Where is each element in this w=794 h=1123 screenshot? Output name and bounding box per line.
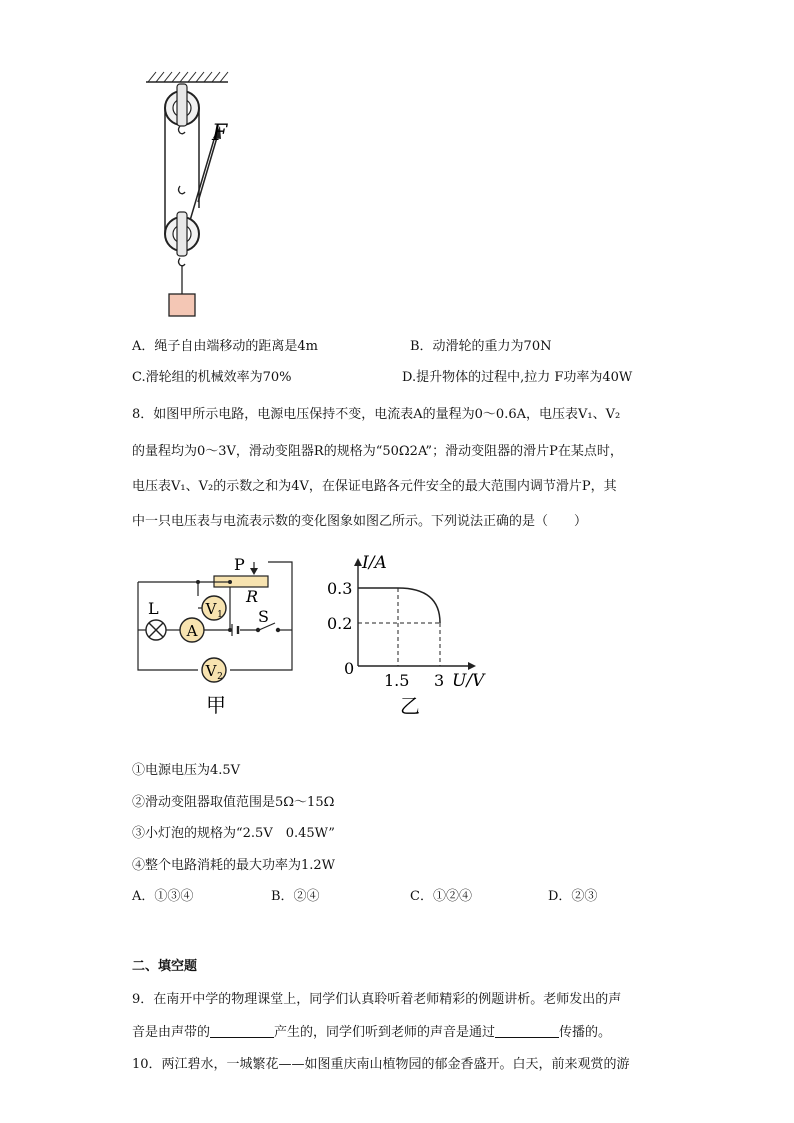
q8-option-c: C．①②④ bbox=[410, 889, 472, 904]
svg-text:1: 1 bbox=[217, 610, 223, 620]
svg-text:V: V bbox=[205, 600, 217, 618]
q8-line-3: 电压表V₁、V₂的示数之和为4V，在保证电路各元件安全的最大范围内调节滑片P，其 bbox=[132, 479, 617, 494]
force-label: F bbox=[212, 121, 228, 146]
origin-label: 0 bbox=[344, 659, 355, 678]
rheostat-label: R bbox=[246, 587, 259, 606]
x-axis-arrow bbox=[468, 662, 476, 670]
graph-caption: 乙 bbox=[400, 694, 420, 718]
answer-blank-2[interactable] bbox=[495, 1026, 559, 1038]
q9-line-1: 9．在南开中学的物理课堂上，同学们认真聆听着老师精彩的例题讲析。老师发出的声 bbox=[132, 992, 622, 1007]
ammeter-symbol bbox=[180, 618, 204, 642]
q7-option-c: C.滑轮组的机械效率为70% bbox=[132, 370, 292, 385]
force-arrow bbox=[198, 121, 228, 202]
ropes bbox=[165, 108, 218, 234]
q10-line-1: 10．两江碧水，一城繁花——如图重庆南山植物园的郁金香盛开。白天，前来观赏的游 bbox=[132, 1057, 630, 1072]
x-axis-label: U/V bbox=[452, 671, 485, 691]
statement-3: ③小灯泡的规格为“2.5V 0.45W” bbox=[132, 826, 335, 841]
movable-pulley bbox=[165, 186, 199, 294]
q9-text-part-2: 产生的，同学们听到老师的声音是通过 bbox=[274, 1025, 496, 1040]
fixed-pulley bbox=[165, 84, 199, 134]
q9-text-part-3: 传播的。 bbox=[559, 1025, 612, 1040]
svg-text:A: A bbox=[186, 622, 198, 640]
q8-option-a: A．①③④ bbox=[132, 889, 194, 904]
slider-label: P bbox=[234, 555, 245, 574]
voltmeter-v2-symbol bbox=[202, 658, 226, 682]
q8-line-4: 中一只电压表与电流表示数的变化图象如图乙所示。下列说法正确的是（ ） bbox=[132, 514, 588, 529]
q7-option-b: B．动滑轮的重力为70N bbox=[410, 339, 552, 354]
y-tick-0-3: 0.3 bbox=[327, 579, 353, 598]
svg-text:V: V bbox=[205, 662, 217, 680]
y-axis-label: I/A bbox=[362, 553, 387, 573]
pulley-figure bbox=[140, 68, 250, 328]
q7-option-d: D.提升物体的过程中,拉力 F功率为40W bbox=[402, 370, 633, 385]
q8-line-1: 8．如图甲所示电路，电源电压保持不变，电流表A的量程为0～0.6A，电压表V₁、V₂ bbox=[132, 407, 621, 422]
q8-option-b: B．②④ bbox=[271, 889, 320, 904]
iu-graph bbox=[318, 550, 498, 720]
lamp-symbol bbox=[146, 620, 166, 640]
lamp-label: L bbox=[148, 599, 159, 618]
switch-label: S bbox=[258, 607, 269, 626]
q8-option-d: D．②③ bbox=[548, 889, 598, 904]
x-tick-3: 3 bbox=[434, 671, 445, 690]
iu-curve bbox=[358, 588, 440, 623]
y-axis-arrow bbox=[354, 558, 362, 566]
section-heading: 二、填空题 bbox=[132, 959, 198, 974]
ceiling bbox=[146, 72, 228, 82]
voltmeter-v1-symbol bbox=[198, 596, 226, 620]
circuit-diagram bbox=[128, 552, 300, 720]
answer-blank-1[interactable] bbox=[210, 1026, 274, 1038]
statement-1: ①电源电压为4.5V bbox=[132, 763, 241, 778]
q9-text-part-1: 音是由声带的 bbox=[132, 1025, 211, 1040]
statement-2: ②滑动变阻器取值范围是5Ω～15Ω bbox=[132, 795, 335, 810]
q7-option-a: A．绳子自由端移动的距离是4m bbox=[132, 339, 318, 354]
x-tick-1-5: 1.5 bbox=[384, 671, 410, 690]
y-tick-0-2: 0.2 bbox=[327, 614, 353, 633]
weight-block bbox=[169, 294, 195, 316]
q9-line-2 bbox=[132, 1026, 611, 1039]
q8-line-2: 的量程均为0～3V，滑动变阻器R的规格为“50Ω2A”；滑动变阻器的滑片P在某点时， bbox=[132, 444, 623, 459]
circuit-caption: 甲 bbox=[206, 693, 226, 717]
statement-4: ④整个电路消耗的最大功率为1.2W bbox=[132, 858, 336, 873]
svg-text:2: 2 bbox=[217, 672, 223, 682]
